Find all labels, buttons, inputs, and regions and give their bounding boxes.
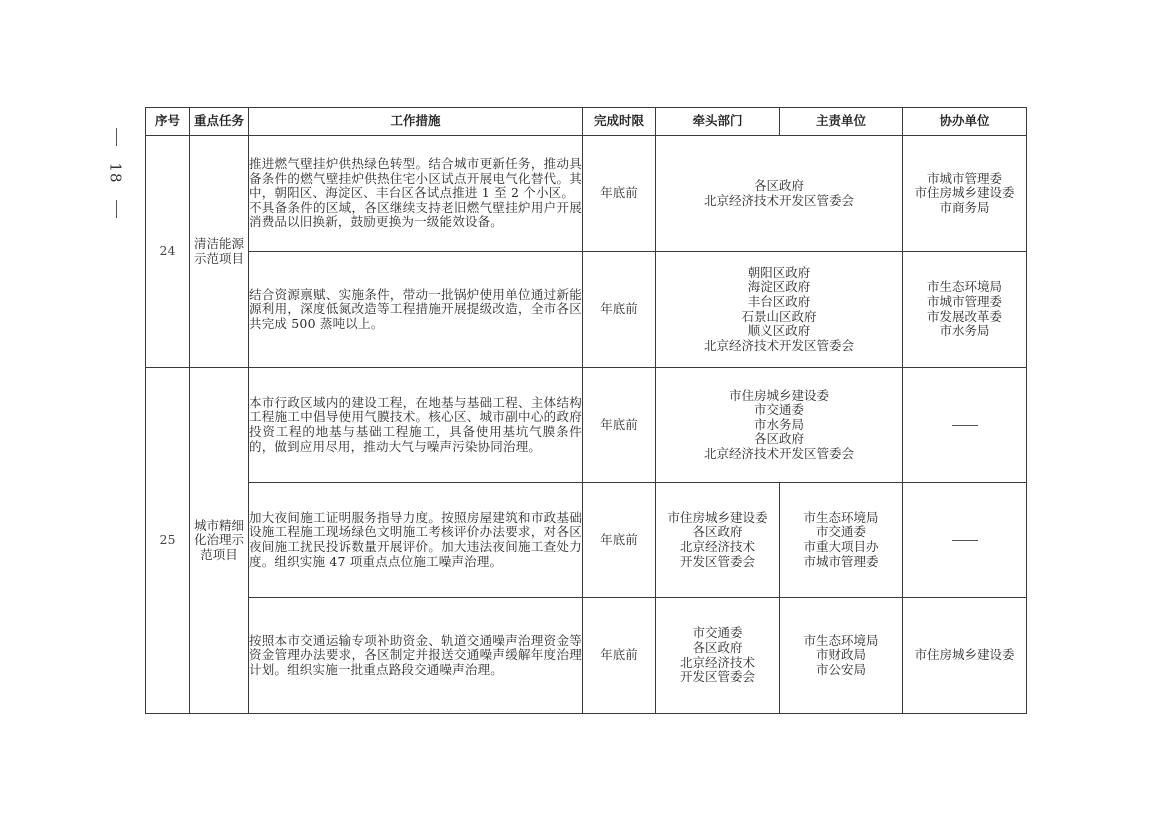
org-name: 北京经济技术开发区管委会 <box>703 337 854 353</box>
org-name: 市城市管理委 <box>926 293 1002 309</box>
org-name: 丰台区政府 <box>747 293 811 309</box>
org-name: 市城市管理委 <box>803 553 879 569</box>
table-row <box>146 252 1027 368</box>
table-row <box>146 483 1027 598</box>
measure-text: 推进燃气壁挂炉供热绿色转型。结合城市更新任务，推动具备条件的燃气壁挂炉供热住宅小区试点开展电气化替代。其中，朝阳区、海淀区、丰台区各试点推进 1 至 2 个小区。 <box>249 156 582 201</box>
seq-cell: 25 <box>146 368 190 714</box>
org-name: 市住房城乡建设委 <box>914 647 1015 663</box>
task-line: 城市精细 <box>193 517 244 533</box>
header-responsible: 主责单位 <box>780 108 903 136</box>
lead-responsible-merged-cell <box>656 136 903 252</box>
measure-cell <box>249 483 583 598</box>
assist-cell <box>903 598 1027 714</box>
page-number-dash-top <box>116 128 117 146</box>
org-name: 市交通委 <box>815 524 866 540</box>
org-name: 市水务局 <box>939 323 990 339</box>
deadline-cell: 年底前 <box>583 136 656 252</box>
deadline-cell: 年底前 <box>583 368 656 483</box>
measure-cell <box>249 368 583 483</box>
org-name: 市公安局 <box>815 661 866 677</box>
org-name: 市发展改革委 <box>926 308 1002 324</box>
org-name: 开发区管委会 <box>679 553 755 569</box>
org-name: 市水务局 <box>753 416 804 432</box>
task-cell <box>190 136 249 368</box>
empty-dash <box>952 425 978 426</box>
seq-cell: 24 <box>146 136 190 368</box>
header-deadline: 完成时限 <box>583 108 656 136</box>
org-name: 各区政府 <box>753 431 804 447</box>
assist-cell <box>903 136 1027 252</box>
org-name: 市生态环境局 <box>926 279 1002 295</box>
measure-text: 按照本市交通运输专项补助资金、轨道交通噪声治理资金等资金管理办法要求，各区制定并报送交通噪声缓解年度治理计划。组织实施一批重点路段交通噪声治理。 <box>249 632 582 677</box>
assist-cell <box>903 368 1027 483</box>
org-name: 朝阳区政府 <box>747 264 811 280</box>
task-line: 示范项目 <box>193 250 244 266</box>
header-lead: 牵头部门 <box>656 108 780 136</box>
measure-text: 本市行政区域内的建设工程，在地基与基础工程、主体结构工程施工中倡导使用气膜技术。核心区、城市副中心的政府投资工程的地基与基础工程施工，具备使用基坑气膜条件的，做到应用尽用，推动大气与噪声污染协同治理。 <box>249 394 582 454</box>
org-name: 市财政局 <box>815 647 866 663</box>
org-name: 市生态环境局 <box>803 632 879 648</box>
org-name: 海淀区政府 <box>747 279 811 295</box>
measure-cell <box>249 598 583 714</box>
responsible-cell <box>780 598 903 714</box>
deadline-cell: 年底前 <box>583 483 656 598</box>
lead-cell <box>656 598 780 714</box>
header-assist: 协办单位 <box>903 108 1027 136</box>
org-name: 石景山区政府 <box>741 308 817 324</box>
deadline-cell: 年底前 <box>583 252 656 368</box>
page-number-dash-bottom <box>116 200 117 218</box>
deadline-cell: 年底前 <box>583 598 656 714</box>
header-seq: 序号 <box>146 108 190 136</box>
org-name: 各区政府 <box>753 177 804 193</box>
lead-cell <box>656 483 780 598</box>
assist-cell <box>903 252 1027 368</box>
table-row <box>146 598 1027 714</box>
org-name: 市生态环境局 <box>803 509 879 525</box>
org-name: 各区政府 <box>692 524 743 540</box>
org-name: 市城市管理委 <box>926 170 1002 186</box>
org-name: 北京经济技术开发区管委会 <box>703 445 854 461</box>
lead-responsible-merged-cell <box>656 252 903 368</box>
org-name: 市住房城乡建设委 <box>667 509 768 525</box>
org-name: 市重大项目办 <box>803 539 879 554</box>
org-name: 市住房城乡建设委 <box>728 387 829 403</box>
measure-cell <box>249 252 583 368</box>
measure-text: 结合资源禀赋、实施条件，带动一批锅炉使用单位通过新能源利用，深度低氮改造等工程措施开展提级改造，全市各区共完成 500 蒸吨以上。 <box>249 286 582 331</box>
responsible-cell <box>780 483 903 598</box>
task-line: 范项目 <box>200 546 238 562</box>
org-name: 市商务局 <box>939 199 990 215</box>
measure-text: 加大夜间施工证明服务指导力度。按照房屋建筑和市政基础设施工程施工现场绿色文明施工考核评价办法要求，对各区夜间施工扰民投诉数量开展评价。加大违法夜间施工查处力度。组织实施 47 项重点点位施工噪声治理。 <box>249 509 582 569</box>
table-row <box>146 368 1027 483</box>
task-cell <box>190 368 249 714</box>
org-name: 北京经济技术 <box>679 654 755 670</box>
header-measure: 工作措施 <box>249 108 583 136</box>
task-line: 化治理示 <box>193 532 244 548</box>
org-name: 北京经济技术 <box>679 539 755 554</box>
org-name: 北京经济技术开发区管委会 <box>703 192 854 208</box>
org-name: 市交通委 <box>692 625 743 641</box>
measure-text: 不具备条件的区域，各区继续支持老旧燃气壁挂炉用户开展消费品以旧换新，鼓励更换为一级能效设备。 <box>249 199 582 230</box>
measure-cell <box>249 136 583 252</box>
org-name: 各区政府 <box>692 639 743 655</box>
page-number <box>104 128 128 218</box>
task-line: 清洁能源 <box>193 235 244 251</box>
page-number-text: 18 <box>107 162 125 184</box>
header-row <box>146 108 1027 136</box>
lead-responsible-merged-cell <box>656 368 903 483</box>
org-name: 顺义区政府 <box>747 323 811 339</box>
assist-cell <box>903 483 1027 598</box>
empty-dash <box>952 540 978 541</box>
org-name: 市住房城乡建设委 <box>914 185 1015 201</box>
org-name: 开发区管委会 <box>679 669 755 685</box>
org-name: 市交通委 <box>753 402 804 418</box>
header-task: 重点任务 <box>190 108 249 136</box>
table-row <box>146 136 1027 252</box>
task-table <box>145 107 1027 714</box>
